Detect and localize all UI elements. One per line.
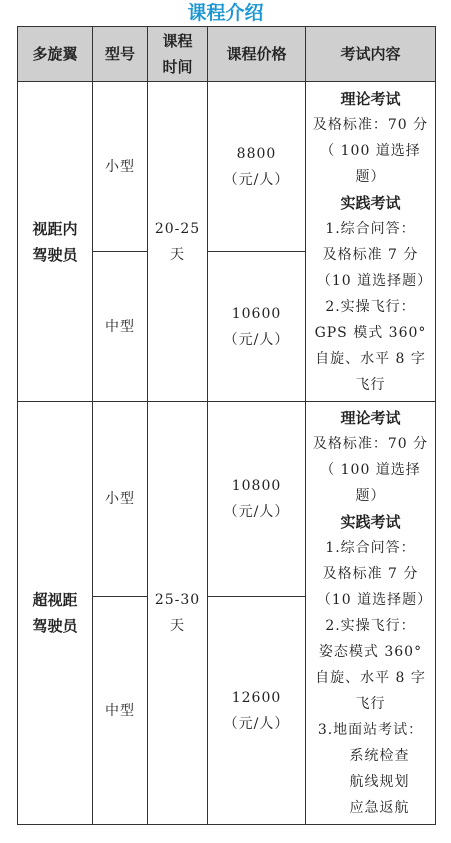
price-unit: （元/人） xyxy=(223,504,290,520)
page-title: 课程介绍 xyxy=(187,2,264,24)
header-model: 型号 xyxy=(93,27,148,82)
exam-content-line: 1.综合问答： xyxy=(325,540,416,556)
watermark-logo xyxy=(358,812,440,834)
exam-content-line: 3.地面站考试： xyxy=(317,722,424,738)
group-name-line1: 视距内 xyxy=(32,219,78,238)
exam-content-line: 自旋、水平 8 字 xyxy=(315,670,426,686)
table-row xyxy=(18,82,436,252)
group-name-line2: 驾驶员 xyxy=(32,245,78,264)
model-cell: 小型 xyxy=(93,402,148,597)
exam-content-line: 及格标准 7 分 xyxy=(322,246,419,263)
duration-line2: 天 xyxy=(170,618,185,634)
group-name-line2: 驾驶员 xyxy=(32,617,78,635)
exam-content-line: 应急返航 xyxy=(349,800,410,816)
exam-content-line: 航线规划 xyxy=(349,774,410,790)
exam-content-line: 及格标准 7 分 xyxy=(322,566,419,582)
header-exam: 考试内容 xyxy=(306,27,436,82)
price-cell xyxy=(208,597,306,825)
price-unit: （元/人） xyxy=(223,715,290,732)
exam-content-line: 姿态模式 360° xyxy=(318,644,423,660)
exam-content-line: 2.实操飞行： xyxy=(325,298,416,315)
header-price: 课程价格 xyxy=(208,27,306,82)
header-duration xyxy=(148,27,208,82)
price-value: 10600 xyxy=(231,305,282,322)
course-table xyxy=(17,26,436,825)
exam-content-line: 题） xyxy=(355,168,386,185)
group-name-line1: 超视距 xyxy=(32,591,78,609)
price-cell xyxy=(208,252,306,402)
header-row xyxy=(18,27,436,82)
exam-section-heading: 实践考试 xyxy=(340,193,401,212)
exam-content-line: （10 道选择题） xyxy=(316,272,433,289)
exam-content-line: 题） xyxy=(355,488,386,504)
price-value: 8800 xyxy=(236,145,277,162)
price-cell xyxy=(208,402,306,597)
model-cell: 中型 xyxy=(93,597,148,825)
exam-content-cell xyxy=(306,82,436,402)
price-cell xyxy=(208,82,306,252)
exam-content-line: 2.实操飞行： xyxy=(325,618,416,634)
price-value: 12600 xyxy=(231,689,282,706)
price-unit: （元/人） xyxy=(223,331,290,348)
header-aircraft: 多旋翼 xyxy=(18,27,93,82)
exam-content-line: GPS 模式 360° xyxy=(314,324,427,341)
price-unit: （元/人） xyxy=(223,171,290,188)
exam-section-heading: 实践考试 xyxy=(340,513,401,531)
exam-content-line: 自旋、水平 8 字 xyxy=(315,350,426,367)
duration-line2: 天 xyxy=(170,246,185,263)
exam-content-line: 1.综合问答： xyxy=(325,220,416,237)
price-value: 10800 xyxy=(231,478,282,494)
exam-section-heading: 理论考试 xyxy=(340,89,401,108)
header-duration-line1: 课程 xyxy=(162,32,193,50)
exam-content-lines xyxy=(306,405,435,821)
exam-content-line: 系统检查 xyxy=(349,748,410,764)
exam-content-line: 飞行 xyxy=(355,696,386,712)
exam-content-line: （10 道选择题） xyxy=(316,592,433,608)
table-row xyxy=(18,402,436,597)
duration-line1: 25-30 xyxy=(154,592,201,608)
group-name-cell xyxy=(18,402,93,825)
model-cell: 小型 xyxy=(93,82,148,252)
exam-content-line: （ 100 道选择 xyxy=(320,462,421,478)
exam-content-line: 飞行 xyxy=(355,376,386,393)
group-name-cell xyxy=(18,82,93,402)
duration-cell xyxy=(148,402,208,825)
model-cell: 中型 xyxy=(93,252,148,402)
exam-content-line: 及格标准：70 分 xyxy=(312,436,429,452)
exam-content-cell xyxy=(306,402,436,825)
exam-content-line: 及格标准：70 分 xyxy=(312,116,429,133)
duration-line1: 20-25 xyxy=(154,220,201,237)
duration-cell xyxy=(148,82,208,402)
header-duration-line2: 时间 xyxy=(162,58,193,76)
exam-content-line: （ 100 道选择 xyxy=(320,142,421,159)
exam-section-heading: 理论考试 xyxy=(340,409,401,427)
exam-content-lines xyxy=(306,86,435,398)
